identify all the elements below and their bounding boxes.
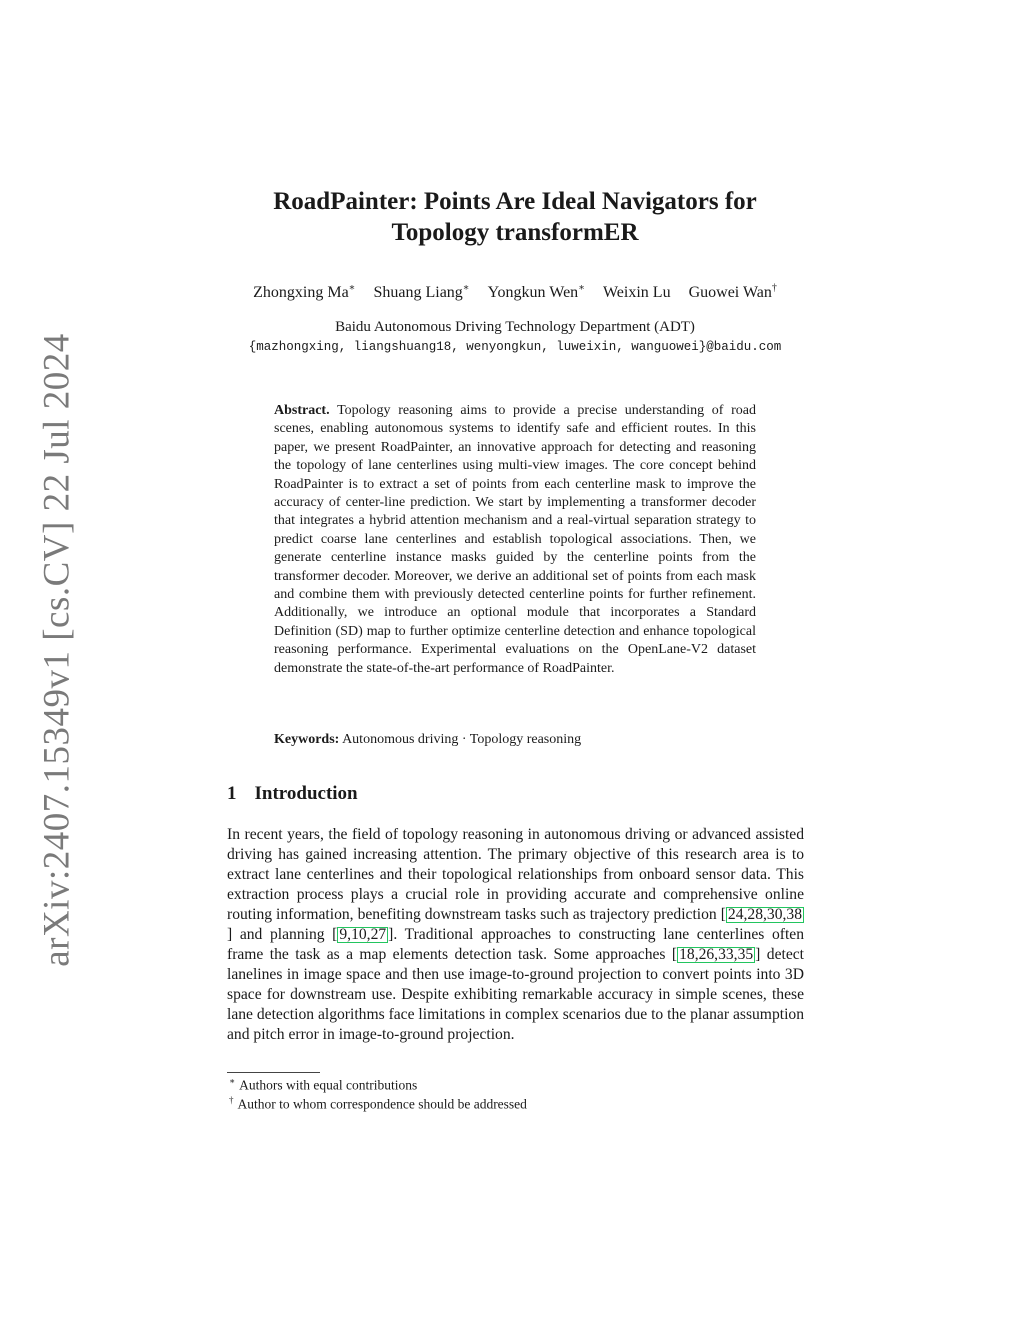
affiliation: Baidu Autonomous Driving Technology Department (ADT)	[335, 319, 695, 335]
footnote-divider	[227, 1072, 320, 1073]
abstract-label: Abstract.	[274, 403, 330, 418]
footnote: † Author to whom correspondence should be addressed	[229, 1095, 527, 1112]
introduction-paragraph: In recent years, the field of topology reasoning in autonomous driving or advanced assisted driving has gained increasing attention. The primary objective of this research area is to extract lane centerlines and their topological relationships from onboard sensor data. This extraction process plays a crucial role in providing accurate and comprehensive online routing information, benefiting downstream tasks such as trajectory prediction [ 24,28,30,38] and planning [ 9,10,27 ]. Traditional approaches to constructing lane centerlines often frame the task as a map elements detection task. Some approaches [ 18,26,33,35 ] detect lanelines in image space and then use image-to-ground projection to convert points into 3D space for downstream use. Despite exhibiting remarkable accuracy in simple scenes, these lane detection algorithms face limitations in complex scenarios due to the planar assumption and pitch error in image-to-ground projection.	[227, 826, 804, 1043]
abstract-text: Topology reasoning aims to provide a precise understanding of road scenes, enabling autonomous systems to identify safe and efficient routes. In this paper, we present RoadPainter, an innovative approach for detecting and reasoning the topology of lane centerlines using multi-view images. The core concept behind RoadPainter is to extract a set of points from each centerline mask to improve the accuracy of center-line prediction. We start by implementing a transformer decoder that integrates a hybrid attention mechanism and a real-virtual separation strategy to predict coarse lane centerlines and establish topological associations. Then, we generate centerline instance masks guided by the centerline points from the transformer decoder. Moreover, we derive an additional set of points from each mask and combine them with previously detected centerline points for further refinement. Additionally, we introduce an optional module that incorporates a Standard Definition (SD) map to further optimize centerline detection and enhance topological reasoning performance. Experimental evaluations on the OpenLane-V2 dataset demonstrate the state-of-the-art performance of RoadPainter.	[274, 403, 757, 676]
title-line-1: RoadPainter: Points Are Ideal Navigators for	[273, 188, 757, 215]
section-number: 1	[227, 783, 237, 804]
author-list	[215, 283, 815, 302]
section-heading-introduction	[227, 783, 358, 805]
citation-link[interactable]: 18,26,33,35	[679, 946, 754, 963]
keywords-text: Autonomous driving · Topology reasoning	[342, 732, 582, 747]
paper-title	[230, 186, 800, 248]
title-line-2: Topology transformER	[391, 219, 639, 246]
citation-link[interactable]: 9,10,27	[339, 926, 387, 943]
author: Zhongxing Ma∗	[253, 283, 356, 302]
abstract	[274, 402, 756, 678]
author: Guowei Wan†	[688, 283, 777, 302]
keywords-label: Keywords:	[274, 732, 340, 747]
citation-link[interactable]: 24,28,30,38	[727, 906, 802, 923]
section-title: Introduction	[254, 783, 358, 804]
author: Weixin Lu	[602, 284, 671, 302]
author: Yongkun Wen∗	[487, 283, 585, 302]
arxiv-identifier: arXiv:2407.15349v1 [cs.CV] 22 Jul 2024	[36, 333, 78, 967]
footnote: ∗ Authors with equal contributions	[229, 1076, 418, 1093]
author-emails: {mazhongxing, liangshuang18, wenyongkun, luweixin, wanguowei}@baidu.com	[248, 340, 782, 354]
author: Shuang Liang∗	[373, 283, 470, 302]
keywords	[274, 732, 756, 748]
